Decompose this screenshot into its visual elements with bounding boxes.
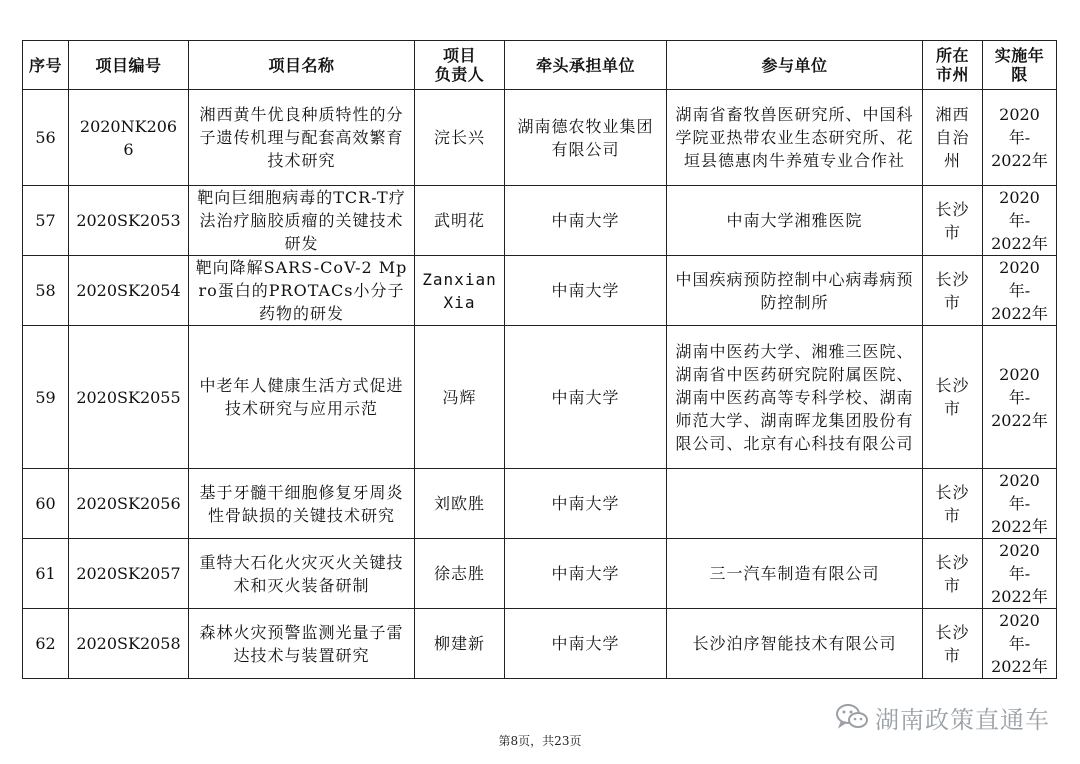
period-start: 2020年- [999, 471, 1040, 513]
header-leader-line1: 项目 [442, 46, 476, 65]
table-row [23, 256, 1057, 326]
table-row [23, 90, 1057, 186]
cell-seq: 59 [23, 326, 69, 469]
cell-partners: 中南大学湘雅医院 [667, 186, 923, 256]
header-row [23, 41, 1057, 90]
table-row [23, 186, 1057, 256]
period-end: 2022年 [991, 657, 1048, 676]
watermark-text: 湖南政策直通车 [875, 705, 1050, 734]
cell-code: 2020NK2066 [69, 90, 189, 186]
watermark [835, 700, 1050, 734]
cell-partners: 湖南中医药大学、湘雅三医院、湖南省中医药研究院附属医院、湖南中医药高等专科学校、湖南师范大学、湖南晖龙集团股份有限公司、北京有心科技有限公司 [667, 326, 923, 469]
cell-name: 森林火灾预警监测光量子雷达技术与装置研究 [189, 609, 415, 679]
header-city [923, 41, 983, 90]
cell-seq: 57 [23, 186, 69, 256]
period-end: 2022年 [991, 410, 1048, 430]
cell-period [983, 609, 1057, 679]
cell-city: 长沙市 [923, 186, 983, 256]
cell-name: 基于牙髓干细胞修复牙周炎性骨缺损的关键技术研究 [189, 469, 415, 539]
period-end: 2022年 [991, 234, 1048, 253]
cell-city: 长沙市 [923, 326, 983, 469]
cell-lead-unit: 中南大学 [505, 256, 667, 326]
cell-partners [667, 469, 923, 539]
cell-partners: 三一汽车制造有限公司 [667, 539, 923, 609]
cell-city: 长沙市 [923, 609, 983, 679]
cell-code: 2020SK2057 [69, 539, 189, 609]
cell-leader: 浣长兴 [415, 90, 505, 186]
cell-name: 中老年人健康生活方式促进技术研究与应用示范 [189, 326, 415, 469]
cell-partners: 中国疾病预防控制中心病毒病预防控制所 [667, 256, 923, 326]
cell-name: 湘西黄牛优良种质特性的分子遗传机理与配套高效繁育技术研究 [189, 90, 415, 186]
cell-city: 长沙市 [923, 256, 983, 326]
header-lead-unit: 牵头承担单位 [505, 41, 667, 90]
cell-code: 2020SK2056 [69, 469, 189, 539]
cell-code: 2020SK2054 [69, 256, 189, 326]
cell-period [983, 256, 1057, 326]
cell-lead-unit: 中南大学 [505, 609, 667, 679]
period-end: 2022年 [991, 151, 1048, 170]
period-end: 2022年 [991, 304, 1048, 323]
cell-period [983, 326, 1057, 469]
cell-city: 长沙市 [923, 539, 983, 609]
period-start: 2020年- [999, 364, 1040, 407]
cell-leader: 徐志胜 [415, 539, 505, 609]
table-row [23, 326, 1057, 469]
cell-period [983, 539, 1057, 609]
period-start: 2020年- [999, 611, 1040, 653]
header-code: 项目编号 [69, 41, 189, 90]
table-row [23, 469, 1057, 539]
cell-lead-unit: 中南大学 [505, 186, 667, 256]
cell-seq: 56 [23, 90, 69, 186]
header-leader [415, 41, 505, 90]
table-row [23, 539, 1057, 609]
header-leader-line2: 负责人 [434, 65, 485, 84]
cell-leader: 刘欧胜 [415, 469, 505, 539]
header-city-line1: 所在 [935, 46, 969, 65]
cell-lead-unit: 中南大学 [505, 469, 667, 539]
page-footer: 第8页，共23页 [498, 734, 582, 748]
header-partners: 参与单位 [667, 41, 923, 90]
period-start: 2020年- [999, 188, 1040, 230]
cell-code: 2020SK2058 [69, 609, 189, 679]
cell-lead-unit: 中南大学 [505, 326, 667, 469]
cell-period [983, 469, 1057, 539]
cell-seq: 60 [23, 469, 69, 539]
cell-seq: 62 [23, 609, 69, 679]
cell-code: 2020SK2053 [69, 186, 189, 256]
cell-name: 重特大石化火灾灭火关键技术和灭火装备研制 [189, 539, 415, 609]
cell-leader: 冯辉 [415, 326, 505, 469]
cell-leader: Zanxian Xia [415, 256, 505, 326]
period-end: 2022年 [991, 587, 1048, 606]
period-start: 2020年- [999, 105, 1040, 147]
cell-partners: 长沙泊序智能技术有限公司 [667, 609, 923, 679]
cell-name: 靶向降解SARS-CoV-2 Mpro蛋白的PROTACs小分子药物的研发 [189, 256, 415, 326]
cell-leader: 柳建新 [415, 609, 505, 679]
header-name: 项目名称 [189, 41, 415, 90]
period-end: 2022年 [991, 517, 1048, 536]
cell-lead-unit: 中南大学 [505, 539, 667, 609]
wechat-icon [835, 703, 869, 731]
header-city-line2: 市州 [935, 65, 969, 84]
cell-period [983, 90, 1057, 186]
project-table [22, 40, 1057, 679]
cell-partners: 湖南省畜牧兽医研究所、中国科学院亚热带农业生态研究所、花垣县德惠肉牛养殖专业合作社 [667, 90, 923, 186]
table-row [23, 609, 1057, 679]
cell-city: 长沙市 [923, 469, 983, 539]
header-period: 实施年限 [983, 41, 1057, 90]
cell-seq: 58 [23, 256, 69, 326]
cell-name: 靶向巨细胞病毒的TCR-T疗法治疗脑胶质瘤的关键技术研发 [189, 186, 415, 256]
period-start: 2020年- [999, 541, 1040, 583]
cell-code: 2020SK2055 [69, 326, 189, 469]
cell-leader: 武明花 [415, 186, 505, 256]
period-start: 2020年- [999, 258, 1040, 300]
header-seq: 序号 [23, 41, 69, 90]
cell-lead-unit: 湖南德农牧业集团有限公司 [505, 90, 667, 186]
cell-seq: 61 [23, 539, 69, 609]
cell-city: 湘西自治州 [923, 90, 983, 186]
cell-period [983, 186, 1057, 256]
